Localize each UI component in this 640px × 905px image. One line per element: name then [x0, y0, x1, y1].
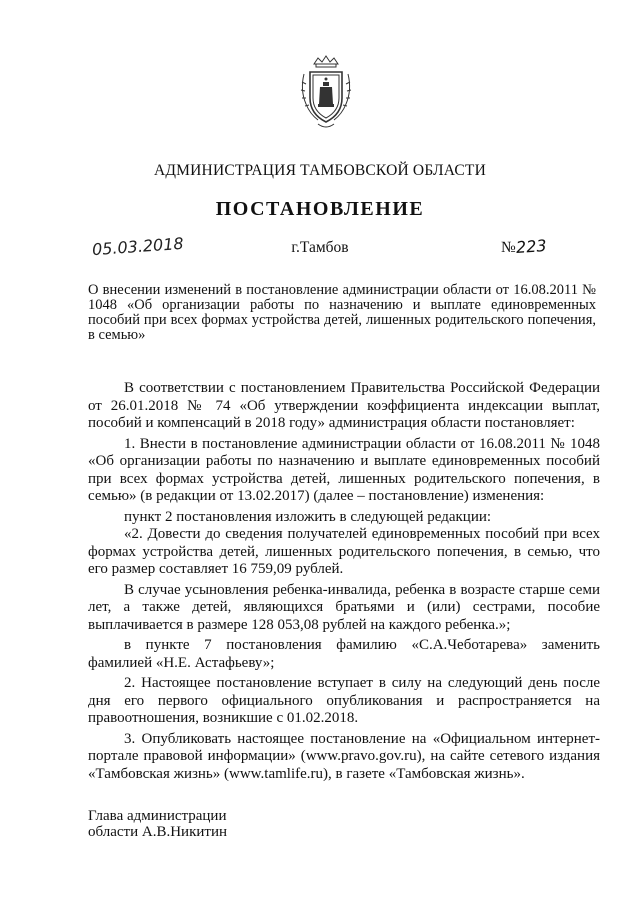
item-2-paragraph: 2. Настоящее постановление вступает в силу на следующий день после дня его первого официального опубликования и распространяется на правоотношения, возникшие с 01.02.2018.	[88, 675, 600, 726]
quote-paragraph-2: В случае усыновления ребенка-инвалида, ребенка в возрасте старше семи лет, а также детей, являющихся братьями и (или) сестрами, пособие выплачивается в размере 128 053,08 рублей на каждого ребенка.»;	[88, 581, 600, 633]
document-subject: О внесении изменений в постановление администрации области от 16.08.2011 № 1048 «Об организации работы по назначению и выплате единовременных пособий при всех формах устройства детей, лишенных родительского попечения, в семью»	[88, 282, 596, 343]
coat-of-arms-emblem	[296, 54, 356, 132]
document-number	[501, 237, 546, 257]
preamble-paragraph: В соответствии с постановлением Правительства Российской Федерации от 26.01.2018 № 74 «Об утверждении коэффициента индексации выплат, пособий и компенсаций в 2018 году» администрация области постановляет:	[88, 380, 600, 431]
quote-paragraph-1: «2. Довести до сведения получателей единовременных пособий при всех формах устройства детей, лишенных родительского попечения, в семью, что его размер составляет 16 759,09 рублей.	[88, 526, 600, 577]
signature-name: области А.В.Никитин	[88, 824, 228, 840]
document-body	[88, 380, 600, 783]
city: г.Тамбов	[291, 239, 349, 256]
item-1-subparagraph: пункт 2 постановления изложить в следующей редакции:	[124, 508, 492, 525]
signature-position: Глава администрации	[88, 808, 227, 824]
item-1-paragraph: 1. Внести в постановление администрации области от 16.08.2011 № 1048 «Об организации работы по назначению и выплате единовременных пособий при всех формах устройства детей, лишенных родительского попечения, в семью» (в редакции от 13.02.2017) (далее – постановление) изменения:	[88, 435, 600, 504]
number-prefix: №	[501, 239, 516, 256]
item-3-paragraph: 3. Опубликовать настоящее постановление на «Официальном интернет-портале правовой информации» (www.pravo.gov.ru), на сайте сетевого издания «Тамбовская жизнь» (www.tamlife.ru), в газете «Тамбовская жизнь».	[88, 730, 600, 782]
document-type-title: ПОСТАНОВЛЕНИЕ	[215, 198, 425, 220]
handwritten-number: 223	[515, 235, 547, 258]
item-1-point-7-paragraph: в пункте 7 постановления фамилию «С.А.Чеботарева» заменить фамилией «Н.Е. Астафьеву»;	[88, 637, 600, 671]
organization-title: АДМИНИСТРАЦИЯ ТАМБОВСКОЙ ОБЛАСТИ	[154, 162, 486, 179]
signature-block	[88, 808, 348, 840]
handwritten-date: 05.03.2018	[91, 233, 185, 260]
